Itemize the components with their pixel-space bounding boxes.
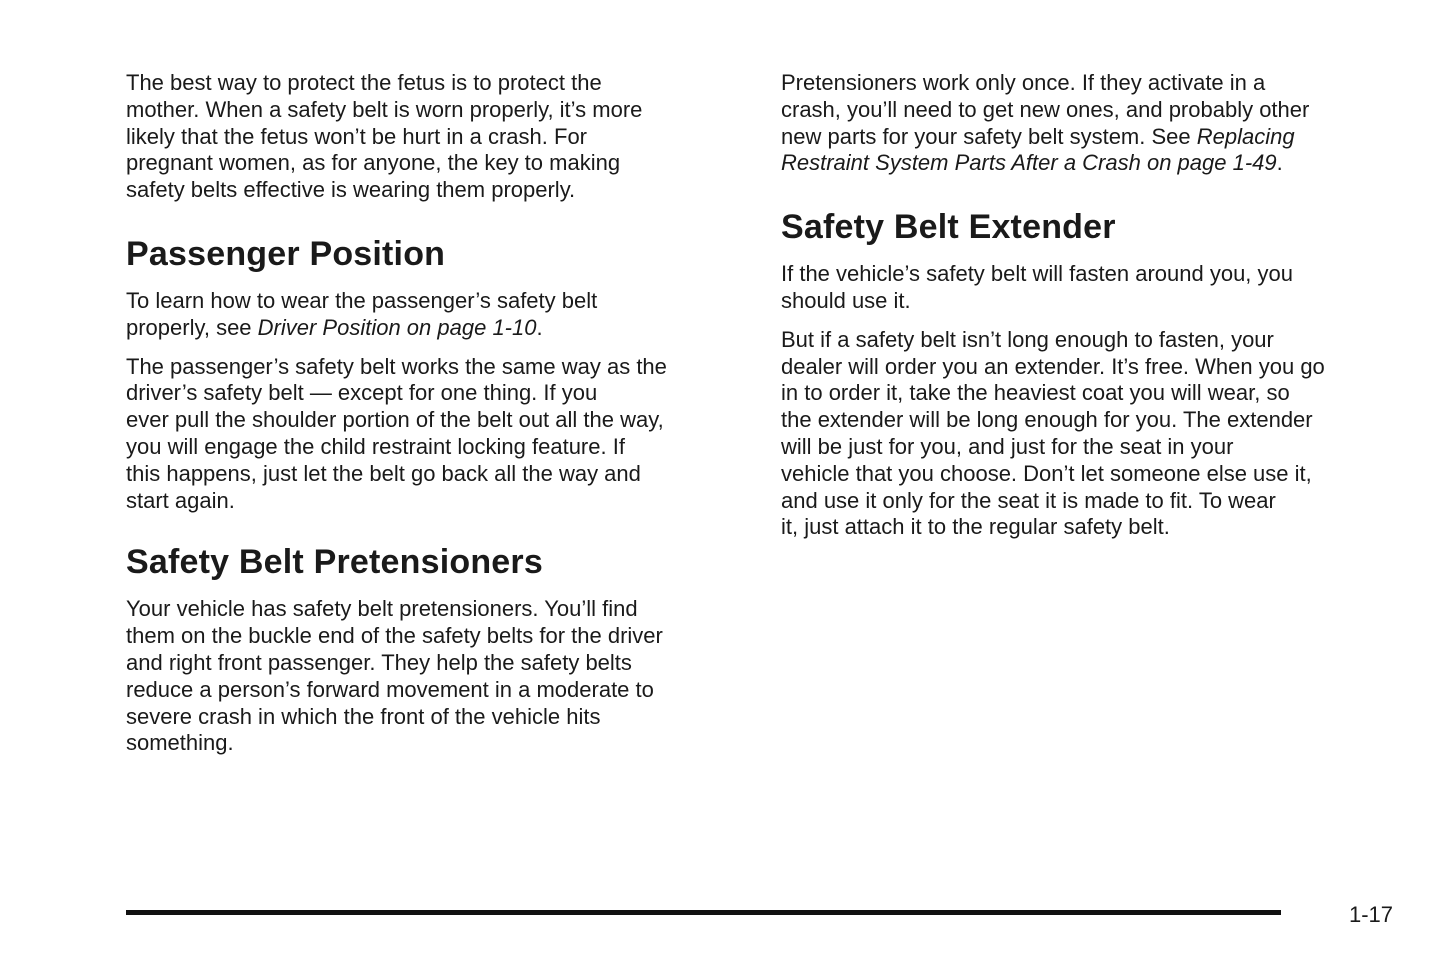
- text-line: [781, 124, 1401, 151]
- footer-rule: [126, 910, 1281, 915]
- text-line: and right front passenger. They help the safety belts: [126, 649, 632, 675]
- text-line: them on the buckle end of the safety belts for the driver: [126, 623, 663, 649]
- passenger-position-paragraph-2: [126, 354, 738, 515]
- text-line: The best way to protect the fetus is to protect the: [126, 70, 602, 95]
- extender-paragraph-1: [781, 261, 1401, 315]
- text-line: driver’s safety belt — except for one thing. If you: [126, 380, 598, 406]
- text-line: something.: [126, 730, 234, 756]
- extender-heading: Safety Belt Extender: [781, 208, 1116, 247]
- replacing-parts-reference: Replacing: [1196, 123, 1295, 149]
- text-line: mother. When a safety belt is worn properly, it’s more: [126, 96, 643, 122]
- text-line: this happens, just let the belt go back all the way and: [126, 460, 641, 486]
- text-fragment: .: [1276, 150, 1283, 176]
- text-line: reduce a person’s forward movement in a moderate to: [126, 676, 654, 702]
- pretensioners-paragraph: [126, 596, 738, 757]
- text-line: dealer will order you an extender. It’s free. When you go: [781, 353, 1325, 379]
- text-line: safety belts effective is wearing them properly.: [126, 177, 576, 203]
- text-line: The passenger’s safety belt works the same way as the: [126, 353, 667, 379]
- replacing-parts-reference-cont: Restraint System Parts After a Crash on page 1-49: [781, 150, 1277, 176]
- text-line: the extender will be long enough for you. The extender: [781, 407, 1313, 433]
- text-line: should use it.: [781, 287, 911, 313]
- text-line: [126, 315, 738, 342]
- text-line: crash, you’ll need to get new ones, and probably other: [781, 96, 1310, 122]
- text-line: start again.: [126, 487, 235, 513]
- page-number: 1-17: [1348, 902, 1393, 927]
- text-line: [781, 150, 1401, 177]
- text-line: vehicle that you choose. Don’t let someone else use it,: [781, 460, 1312, 486]
- pretensioners-once-paragraph: [781, 70, 1401, 177]
- text-line: But if a safety belt isn’t long enough to fasten, your: [781, 326, 1274, 352]
- passenger-position-heading: Passenger Position: [126, 234, 446, 273]
- text-line: in to order it, take the heaviest coat you will wear, so: [781, 380, 1290, 406]
- text-line: pregnant women, as for anyone, the key to making: [126, 150, 621, 176]
- text-line: it, just attach it to the regular safety belt.: [781, 514, 1170, 540]
- pretensioners-heading: Safety Belt Pretensioners: [126, 543, 543, 582]
- right-column: [781, 70, 1401, 553]
- driver-position-reference: Driver Position on page 1-10: [257, 314, 537, 340]
- text-fragment: .: [536, 314, 543, 340]
- text-line: Pretensioners work only once. If they activate in a: [781, 70, 1266, 95]
- text-line: Your vehicle has safety belt pretensioners. You’ll find: [126, 596, 638, 622]
- text-line: you will engage the child restraint locking feature. If: [126, 433, 625, 459]
- text-fragment: new parts for your safety belt system. See: [781, 123, 1197, 149]
- text-line: will be just for you, and just for the seat in your: [781, 433, 1234, 459]
- text-line: likely that the fetus won’t be hurt in a crash. For: [126, 123, 588, 149]
- text-line: If the vehicle’s safety belt will fasten around you, you: [781, 261, 1293, 287]
- text-line: and use it only for the seat it is made to fit. To wear: [781, 487, 1276, 513]
- passenger-position-paragraph-1: [126, 288, 738, 342]
- text-line: severe crash in which the front of the vehicle hits: [126, 703, 601, 729]
- text-line: ever pull the shoulder portion of the belt out all the way,: [126, 407, 664, 433]
- text-fragment: properly, see: [126, 314, 258, 340]
- extender-paragraph-2: [781, 327, 1401, 541]
- left-column: [126, 70, 738, 769]
- fetus-paragraph: [126, 70, 738, 204]
- text-line: To learn how to wear the passenger’s safety belt: [126, 287, 598, 313]
